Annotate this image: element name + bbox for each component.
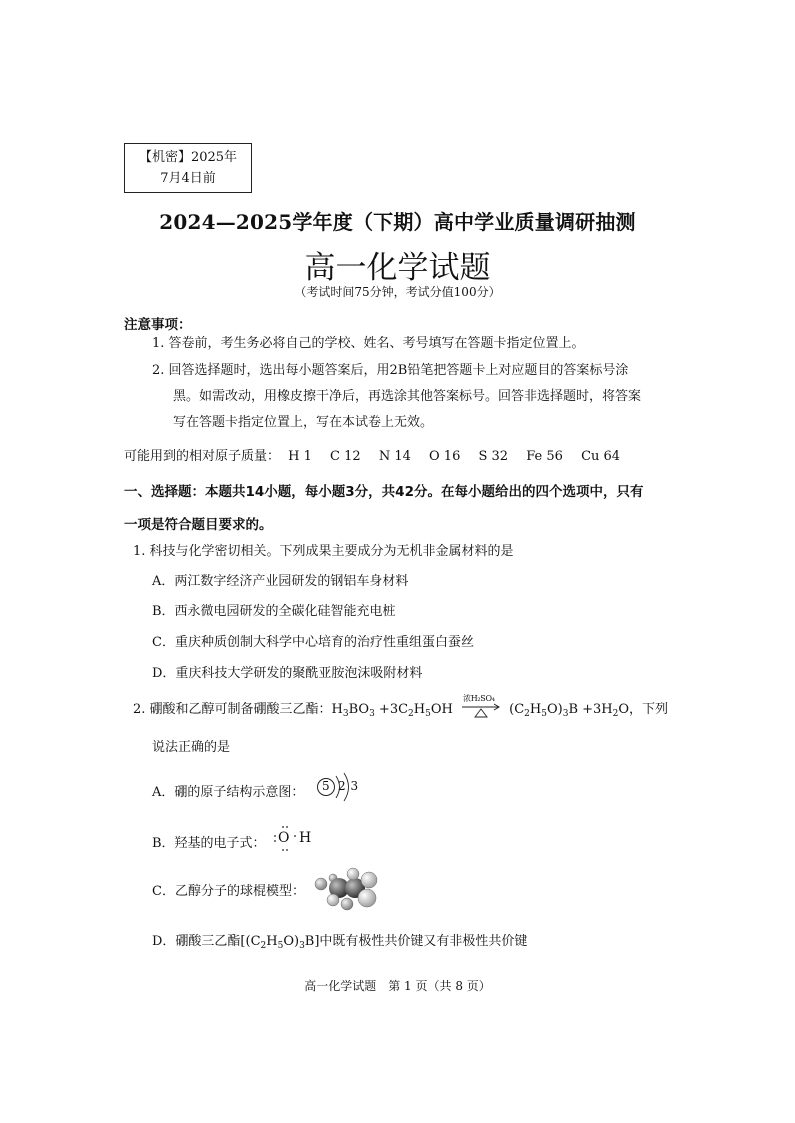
q2-sub: 2 xyxy=(260,941,267,951)
q2-h: H xyxy=(413,702,426,717)
hydrogen-symbol: H xyxy=(299,830,312,846)
boron-nucleus: 5 xyxy=(322,779,330,793)
boron-shells: 2 3 xyxy=(338,779,359,793)
q2-prod: O，下列 xyxy=(618,702,669,717)
question-2-option-a xyxy=(152,781,304,800)
oxygen-symbol: O xyxy=(278,830,290,846)
notice-item-2-line-2: 黑。如需改动，用橡皮擦干净后，再选涂其他答案标号。回答非选择题时，将答案 xyxy=(173,389,642,404)
mass-n: N 14 xyxy=(378,449,411,464)
section-1-line-2: 一项是符合题目要求的。 xyxy=(124,517,273,533)
q2-option-b-label: B．羟基的电子式： xyxy=(152,836,266,851)
boron-atom-diagram xyxy=(314,768,362,806)
notice-item-2-line-1: 2. 回答选择题时，选出每小题答案后，用2B铅笔把答题卡上对应题目的答案标号涂 xyxy=(152,363,629,378)
q2-sub: 3 xyxy=(342,709,349,719)
exam-subtitle: （考试时间75分钟，考试分值100分） xyxy=(294,285,501,299)
notice-heading: 注意事项： xyxy=(124,317,192,333)
mass-cu: Cu 64 xyxy=(581,449,621,464)
q2-sub: 2 xyxy=(612,709,619,719)
ethanol-ball-stick-model xyxy=(313,866,385,912)
question-2-stem-line-2: 说法正确的是 xyxy=(152,740,231,755)
q2-option-a-label: A．硼的原子结构示意图： xyxy=(152,785,305,800)
exam-title: 2024—2025学年度（下期）高中学业质量调研抽测 xyxy=(159,210,636,234)
question-1-option-a: A．两江数字经济产业园研发的钢铝车身材料 xyxy=(152,574,409,589)
question-1-option-d: D．重庆科技大学研发的聚酰亚胺泡沫吸附材料 xyxy=(152,666,423,681)
q2-option-d-text: H xyxy=(266,934,278,949)
q2-sub: 3 xyxy=(562,709,569,719)
q2-sub: 2 xyxy=(524,709,530,719)
q2-oh: OH xyxy=(430,702,453,717)
question-1-option-c: C．重庆种质创制大科学中心培育的治疗性重组蛋白蚕丝 xyxy=(152,635,474,650)
mass-fe: Fe 56 xyxy=(526,449,563,464)
q2-option-c-label: C．乙醇分子的球棍模型： xyxy=(152,884,305,899)
arrow-icon xyxy=(461,702,501,718)
q2-bo: BO xyxy=(348,702,370,717)
page-footer: 高一化学试题 第 1 页（共 8 页） xyxy=(304,979,491,993)
q2-prod: B +3H xyxy=(568,702,613,717)
q2-plus: +3C xyxy=(374,702,409,717)
q2-prod: O) xyxy=(546,702,563,717)
atomic-masses xyxy=(124,445,634,464)
notice-item-2-line-3: 写在答题卡指定位置上，写在本试卷上无效。 xyxy=(173,415,434,430)
q2-sub: 2 xyxy=(408,709,414,719)
reaction-condition: 浓H₂SO₄ xyxy=(463,693,495,703)
question-2-option-d xyxy=(152,930,527,949)
section-1-heading xyxy=(124,476,684,542)
notice-item-1: 1. 答卷前，考生务必将自己的学校、姓名、考号填写在答题卡指定位置上。 xyxy=(152,336,585,351)
question-1-option-b: B．西永微电园研发的全碳化硅智能充电桩 xyxy=(152,604,396,619)
ethanol-model-icon xyxy=(313,866,385,912)
q2-sub: 3 xyxy=(299,941,305,951)
reaction-arrow xyxy=(461,693,501,718)
q2-prod: H xyxy=(529,702,542,717)
q2-sub: 5 xyxy=(277,941,284,951)
q2-option-d-text: O) xyxy=(283,934,300,949)
q2-sub: 5 xyxy=(541,709,547,719)
mass-h: H 1 xyxy=(288,449,312,464)
question-2-option-b xyxy=(152,832,266,851)
question-2-option-c xyxy=(152,880,305,899)
q2-option-d-text: B]中既有极性共价键又有非极性共价键 xyxy=(304,934,528,949)
page-title: 高一化学试题 xyxy=(304,250,491,286)
q2-prod: (C xyxy=(509,702,525,717)
section-1-line-1: 一、选择题：本题共14小题，每小题3分，共42分。在每小题给出的四个选项中，只有 xyxy=(124,484,644,500)
mass-c: C 12 xyxy=(330,449,361,464)
confidential-line-2: 7月4日前 xyxy=(160,171,216,186)
q2-sub: 3 xyxy=(369,709,375,719)
question-1-stem: 1. 科技与化学密切相关。下列成果主要成分为无机非金属材料的是 xyxy=(133,544,514,559)
q2-option-d-text: D．硼酸三乙酯[(C xyxy=(152,934,261,949)
hydroxyl-electron-formula xyxy=(273,823,315,853)
atomic-masses-label: 可能用到的相对原子质量： xyxy=(124,449,281,464)
confidential-line-1: 【机密】2025年 xyxy=(138,150,238,165)
mass-o: O 16 xyxy=(429,449,461,464)
confidential-box xyxy=(124,143,252,193)
q2-sub: 5 xyxy=(425,709,431,719)
q2-stem-text: 2. 硼酸和乙醇可制备硼酸三乙酯：H xyxy=(133,702,343,717)
question-2-stem xyxy=(133,693,669,719)
mass-s: S 32 xyxy=(478,449,509,464)
